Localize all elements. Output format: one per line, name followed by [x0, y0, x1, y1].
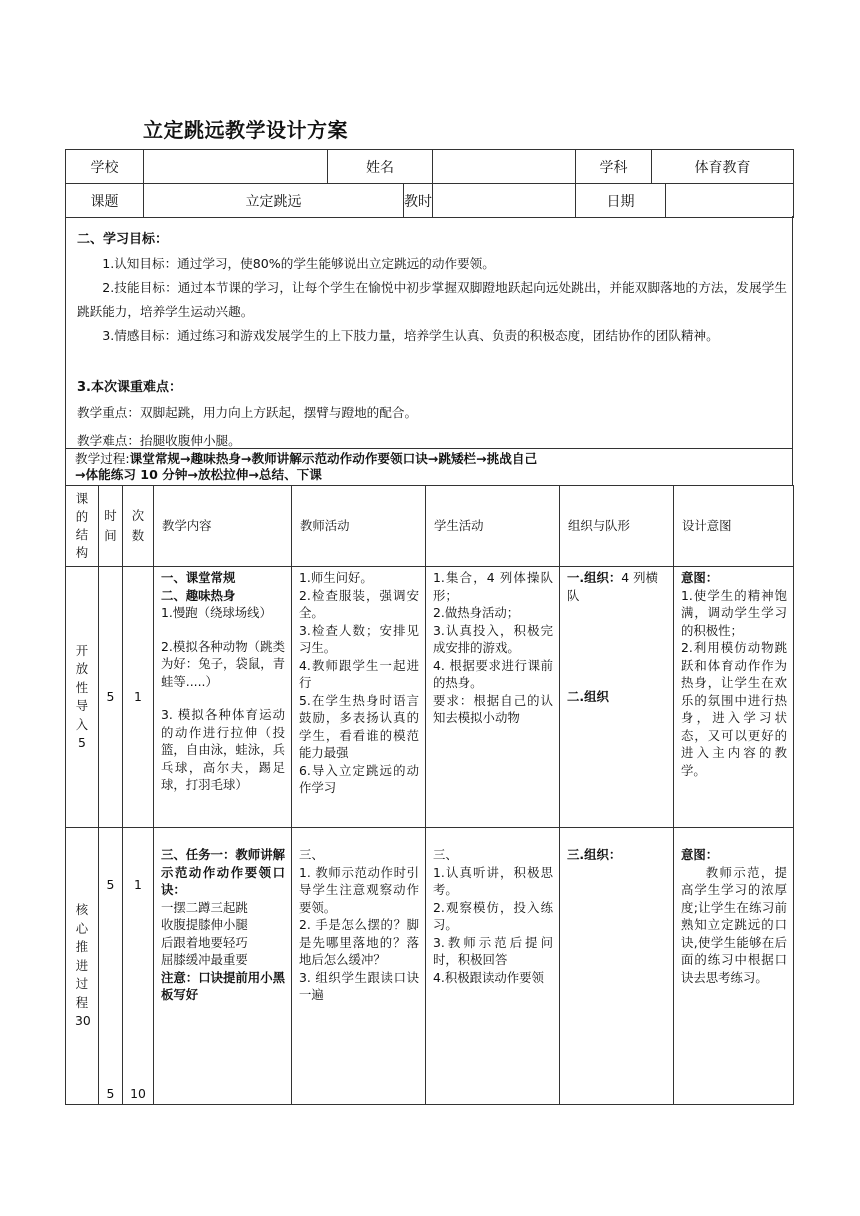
goal-emotion: 3.情感目标：通过练习和游戏发展学生的上下肢力量，培养学生认真、负责的积极态度，团结协作的团队精神。: [102, 328, 719, 343]
content-warmup: 二、趣味热身: [161, 587, 236, 603]
row2-content: 三、任务一：教师讲解示范动作动作要领口诀： 一摆二蹲三起跳 收腹提膝伸小腿 后跟着地要轻巧 屈膝缓冲最重要 注意：口诀提前用小黑板写好: [154, 828, 292, 1105]
row2-time: 5 5: [99, 828, 123, 1105]
teaching-process: [65, 449, 793, 485]
goals-heading: 二、学习目标：: [77, 232, 169, 247]
goal-cognitive: 1.认知目标：通过学习，使80%的学生能够说出立定跳远的动作要领。: [102, 256, 495, 271]
topic-value: 立定跳远: [144, 184, 404, 218]
header-time: 时间: [99, 486, 123, 567]
hours-value: [433, 184, 576, 218]
header-student: 学生活动: [426, 486, 560, 567]
school-value: [144, 150, 328, 184]
content-sports: 3. 模拟各种体育运动的动作进行拉伸（投篮，自由泳，蛙泳，兵乓球，高尔夫，踢足球，打羽毛球）: [161, 707, 285, 792]
row1-intent: 意图： 1.使学生的精神饱满，调动学生学习的积极性； 2.利用模仿动物跳跃和体育动作作为热身，让学生在欢乐的氛围中进行热身，进入学习状态，又可以更好的进入主内容的教学。: [674, 567, 794, 828]
subject-value: 体育教育: [652, 150, 794, 184]
header-organization: 组织与队形: [560, 486, 674, 567]
key-point: 教学重点：双脚起跳，用力向上方跃起，摆臂与蹬地的配合。: [77, 405, 418, 420]
table-row: [66, 828, 794, 1105]
process-line2: →体能练习 10 分钟→放松拉伸→总结、下课: [75, 467, 322, 482]
header-content: 教学内容: [154, 486, 292, 567]
row1-student: 1.集合，4 列体操队形； 2.做热身活动； 3.认真投入，积极完成安排的游戏。 4. 根据要求进行课前的热身。 要求：根据自己的认知去模拟小动物: [426, 567, 560, 828]
hours-label: 教时: [404, 184, 433, 218]
row2-teacher: 三、 1. 教师示范动作时引导学生注意观察动作要领。 2. 手是怎么摆的？脚是先哪里落地的？落地后怎么缓冲？ 3. 组织学生跟读口诀一遍: [292, 828, 426, 1105]
header-structure: 课的结构: [66, 486, 99, 567]
date-label: 日期: [576, 184, 666, 218]
content-animals: 2.模拟各种动物（跳类为好：兔子，袋鼠，青蛙等.....）: [161, 638, 285, 689]
name-value: [433, 150, 576, 184]
school-label: 学校: [66, 150, 144, 184]
header-intent: 设计意图: [674, 486, 794, 567]
header-count: 次数: [123, 486, 154, 567]
process-line1: 课堂常规→趣味热身→教师讲解示范动作动作要领口诀→跳矮栏→挑战自己: [129, 451, 538, 466]
date-value: [666, 184, 794, 218]
row2-student: 三、 1.认真听讲，积极思考。 2.观察模仿，投入练习。 3.教师示范后提问时，积极回答 4.积极跟读动作要领: [426, 828, 560, 1105]
row1-teacher: 1.师生问好。 2.检查服装，强调安全。 3.检查人数；安排见习生。 4.教师跟学生一起进行 5.在学生热身时语言鼓励，多表扬认真的学生，看看谁的模范能力最强 6.导入立定跳远的动作学习: [292, 567, 426, 828]
info-table: [65, 149, 794, 218]
subject-label: 学科: [576, 150, 652, 184]
lesson-table: [65, 485, 794, 1105]
difficulty-heading: 3.本次课重难点：: [77, 380, 182, 395]
goal-skill: 2.技能目标：通过本节课的学习，让每个学生在愉悦中初步掌握双脚蹬地跃起向远处跳出，并能双脚落地的方法，发展学生跳跃能力，培养学生运动兴趣。: [77, 280, 787, 319]
row2-count: 1 10: [123, 828, 154, 1105]
table-row: [66, 567, 794, 828]
name-label: 姓名: [328, 150, 433, 184]
content-jog: 1.慢跑（绕球场线）: [161, 605, 272, 620]
row2-structure: 核心推进过程30: [66, 828, 99, 1105]
row1-count: 1: [123, 567, 154, 828]
topic-label: 课题: [66, 184, 144, 218]
header-teacher: 教师活动: [292, 486, 426, 567]
row2-organization: 三.组织：: [560, 828, 674, 1105]
row2-intent: 意图： 教师示范，提高学生学习的浓厚度;让学生在练习前熟知立定跳远的口诀,使学生能够在后面的练习中根据口诀去思考练习。: [674, 828, 794, 1105]
page-title: 立定跳远教学设计方案: [143, 118, 348, 142]
difficult-point: 教学难点：抬腿收腹伸小腿。: [77, 433, 241, 448]
row1-time: 5: [99, 567, 123, 828]
row1-content: [154, 567, 292, 828]
learning-goals-section: [65, 216, 793, 449]
row1-structure: 开放性导入5: [66, 567, 99, 828]
process-label: 教学过程:: [75, 451, 130, 466]
content-routine: 一、课堂常规: [161, 570, 236, 585]
row1-organization: 一.组织：4 列横队 二.组织: [560, 567, 674, 828]
